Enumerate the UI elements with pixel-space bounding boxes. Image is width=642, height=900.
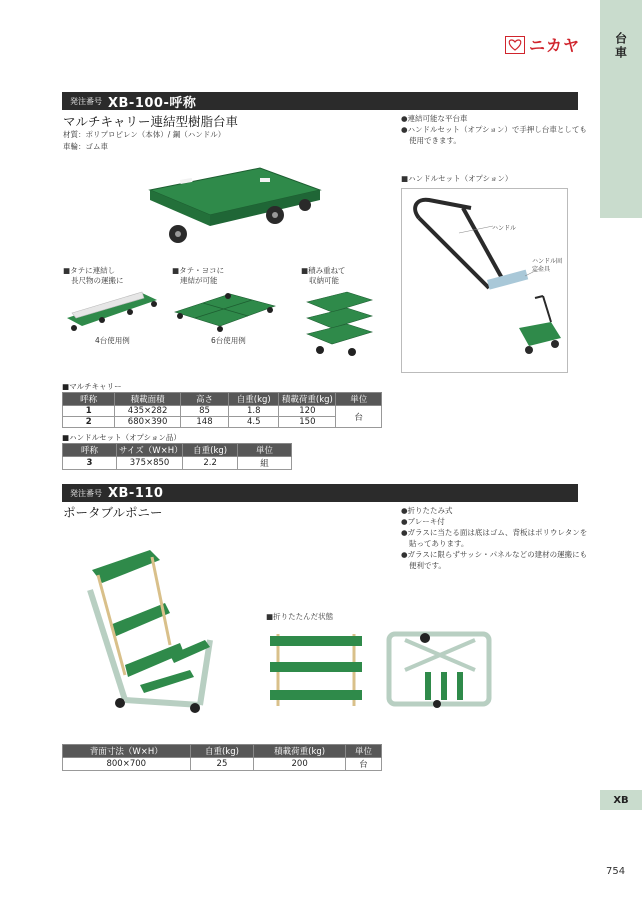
order-label: 発注番号 <box>70 96 102 106</box>
feature-list <box>401 505 591 571</box>
caption-vertical: ■タテに連結し 長尺物の運搬に <box>63 266 124 285</box>
order-label: 発注番号 <box>70 488 102 498</box>
table-header-row: 呼称 サイズ（W×H） 自重(kg) 単位 <box>63 444 292 457</box>
portable-pony-illustration <box>70 545 220 715</box>
product-title: マルチキャリー連結型樹脂台車 <box>63 114 239 129</box>
caption-six: 6台使用例 <box>211 336 246 345</box>
folded-front-illustration <box>266 630 366 710</box>
handle-fixture-label: ハンドル固定金具 <box>532 258 563 273</box>
table-header-row: 呼称 積載面積 高さ 自重(kg) 積載荷重(kg) 単位 <box>63 393 382 406</box>
caption-both: ■タテ・ヨコに 連結が可能 <box>172 266 225 285</box>
product-title: ポータブルポニー <box>63 505 163 520</box>
feature-item: ●ハンドルセット（オプション）で手押し台車としても使用できます。 <box>401 125 587 145</box>
table-row: 3 375×850 2.2 組 <box>63 457 292 470</box>
cart-illustration <box>140 160 330 250</box>
feature-item: ●折りたたみ式 <box>401 506 453 515</box>
portable-pony-spec-table <box>62 744 382 771</box>
table-row: 800×700 25 200 台 <box>63 758 382 771</box>
section-header-xb100 <box>62 92 578 110</box>
brand-logo <box>505 33 580 56</box>
table1-caption: ■マルチキャリー <box>62 382 122 391</box>
order-code: XB-100-呼称 <box>108 95 197 111</box>
table-row: 1 435×282 85 1.8 120 台 <box>63 406 382 417</box>
code-tab: XB <box>600 790 642 810</box>
category-tab: 台車 <box>600 0 642 218</box>
stacked-cart-illustration <box>302 290 377 360</box>
feature-list <box>401 113 591 146</box>
page-number: 754 <box>606 866 626 877</box>
caption-four: 4台使用例 <box>95 336 130 345</box>
folded-title: ■折りたたんだ状態 <box>266 612 334 621</box>
caption-stack: ■積み重ねて 収納可能 <box>301 266 346 285</box>
feature-item: ●ガラスに当たる面は底はゴム、背板はポリウレタンを貼ってあります。 <box>401 528 588 548</box>
wheel-text: 車輪：ゴム車 <box>63 142 108 151</box>
handle-set-spec-table <box>62 443 292 470</box>
order-code: XB-110 <box>108 485 164 501</box>
folded-back-illustration <box>385 630 495 710</box>
four-cart-illustration <box>62 288 162 338</box>
six-cart-illustration <box>170 290 280 332</box>
multi-carry-spec-table <box>62 392 382 428</box>
material-text: 材質：ポリプロピレン（本体）/ 鋼（ハンドル） <box>63 130 226 139</box>
heart-logo-icon <box>505 36 525 54</box>
table-row: 2 680×390 148 4.5 150 <box>63 417 382 428</box>
brand-logo-text: ニカヤ <box>529 36 581 55</box>
feature-item: ●連結可能な平台車 <box>401 114 468 123</box>
feature-item: ●ガラスに限らずサッシ・パネルなどの建材の運搬にも便利です。 <box>401 550 588 570</box>
handle-set-illustration <box>401 188 568 373</box>
feature-item: ●ブレーキ付 <box>401 517 445 526</box>
handle-set-title: ■ハンドルセット（オプション） <box>401 174 513 183</box>
handle-label: ハンドル <box>492 225 517 232</box>
table-header-row: 背面寸法（W×H） 自重(kg) 積載荷重(kg) 単位 <box>63 745 382 758</box>
table2-caption: ■ハンドルセット（オプション品） <box>62 433 181 442</box>
section-header-xb110 <box>62 484 578 502</box>
